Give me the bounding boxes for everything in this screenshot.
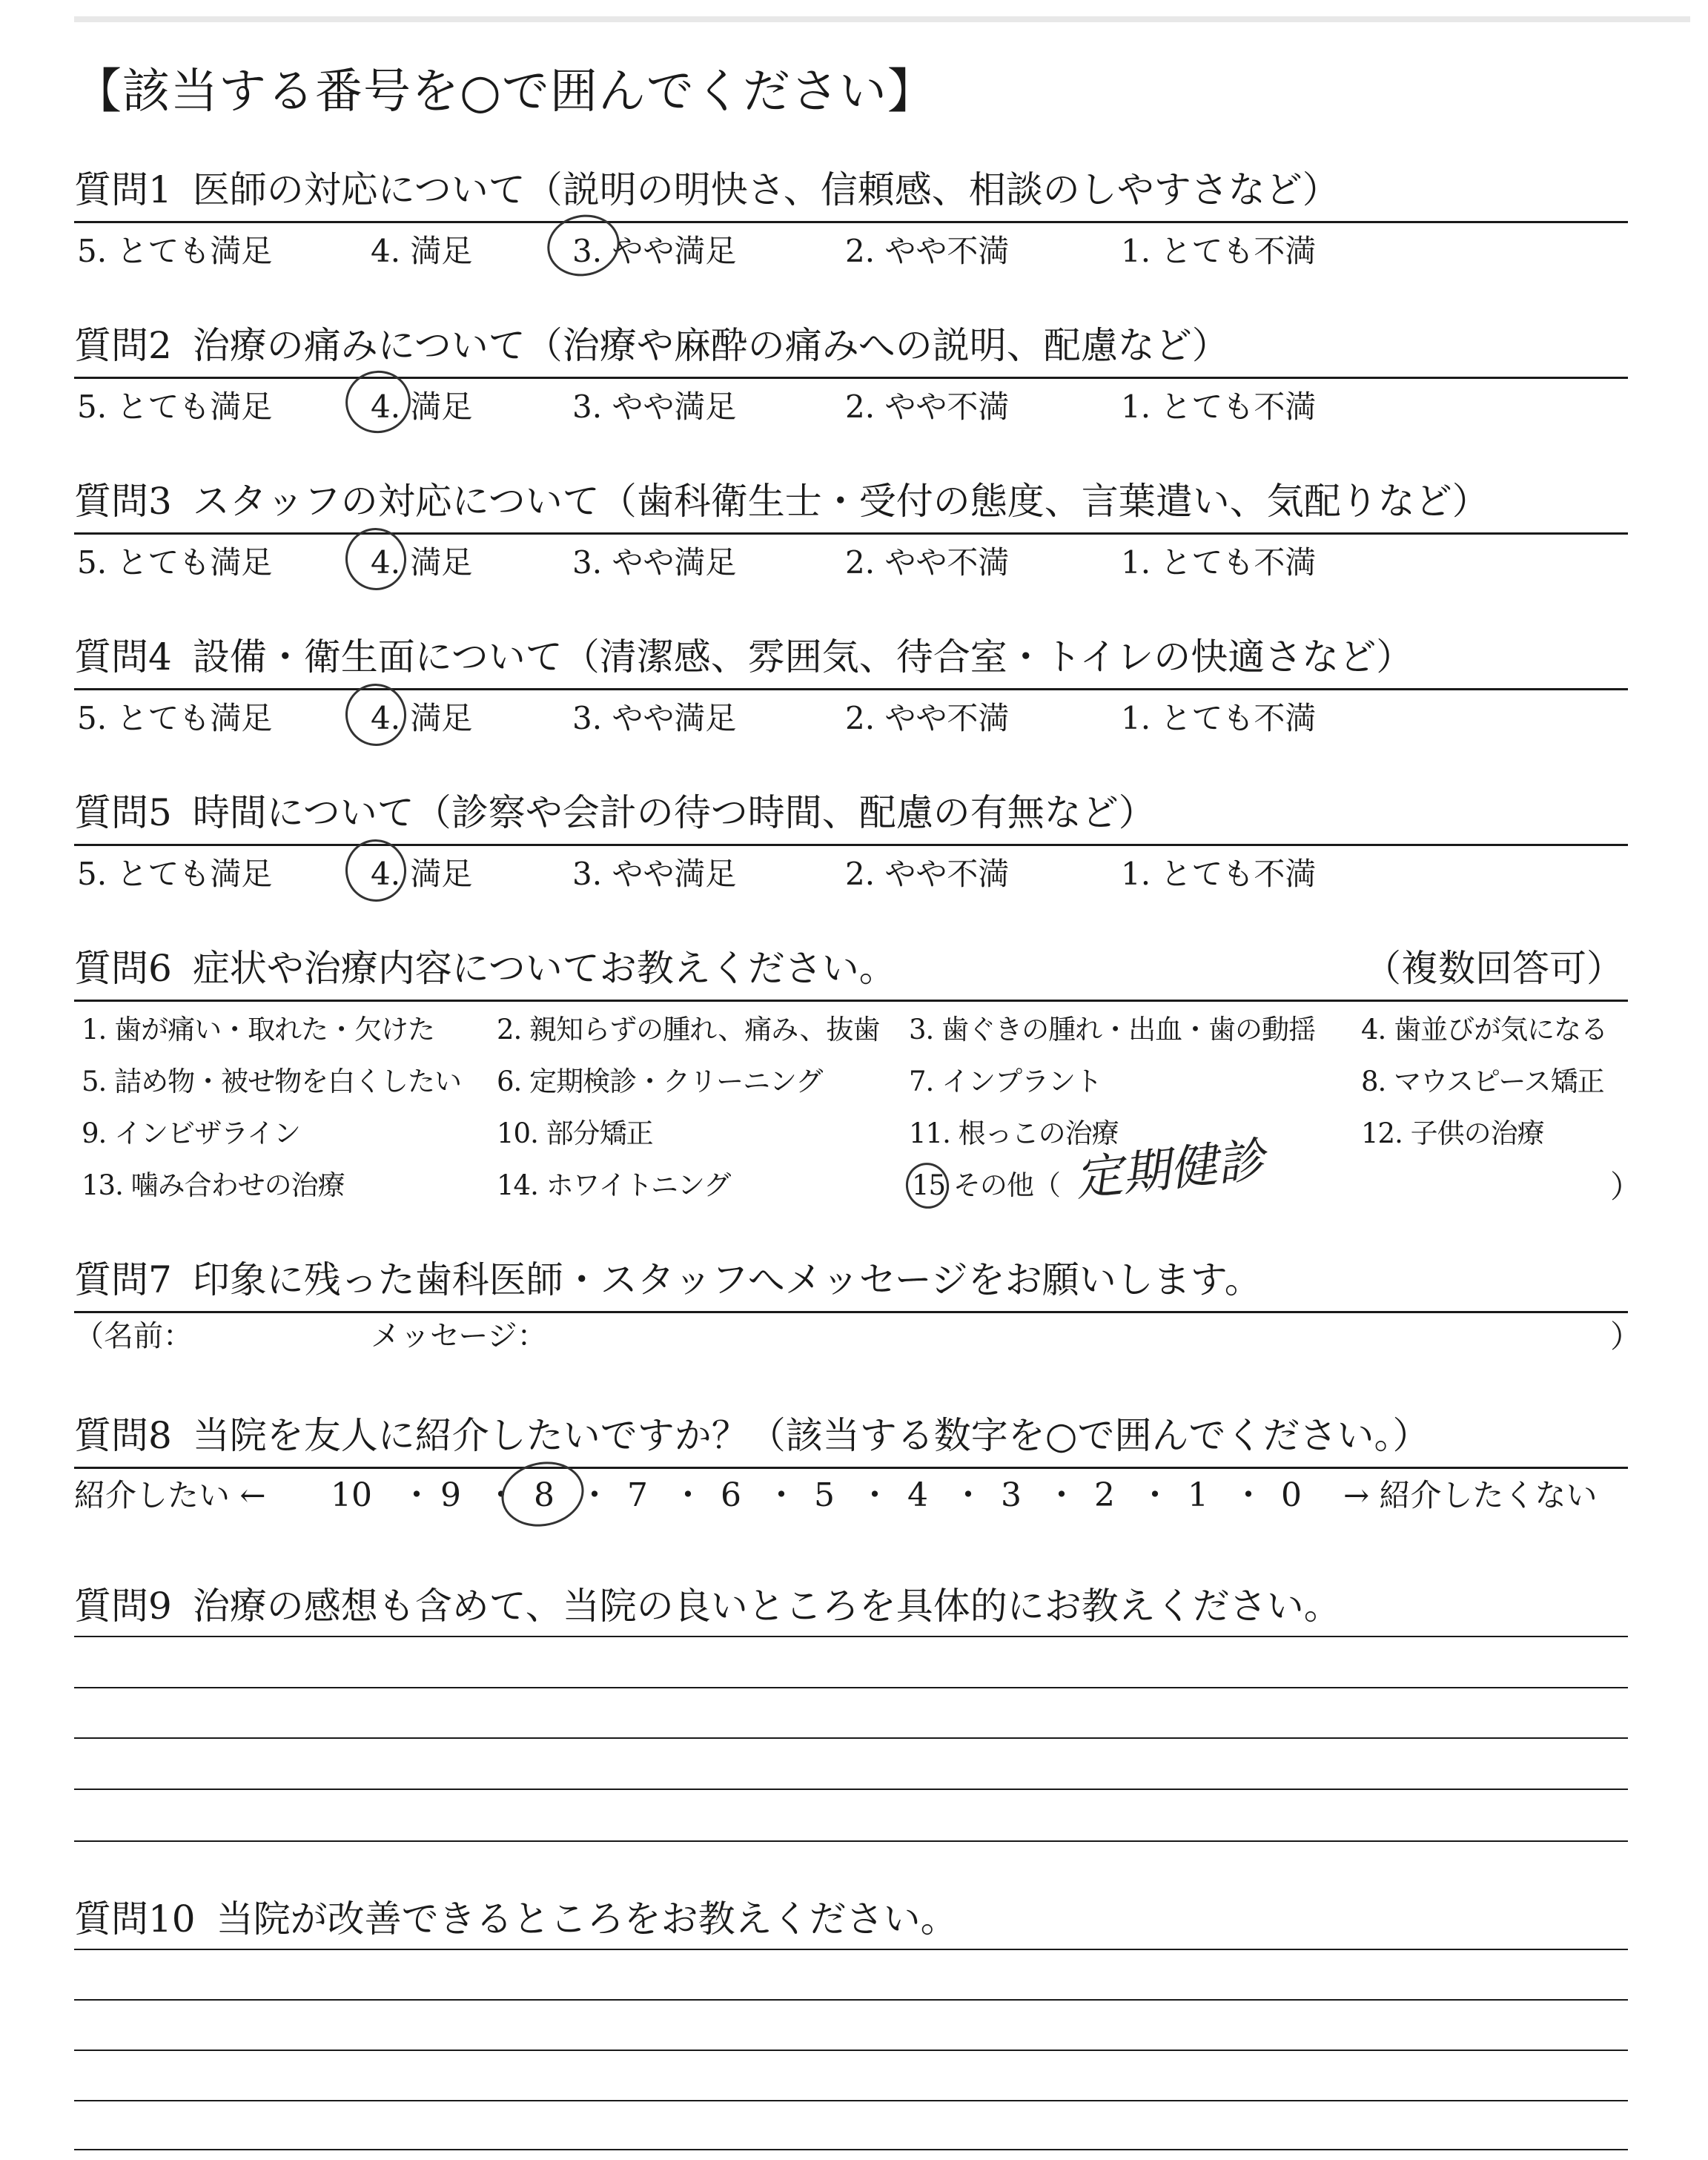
question-10-text: 当院が改善できるところをお教えください。 [216, 1898, 958, 1941]
question-10-number: 質問10 [74, 1898, 196, 1941]
q8-sep: ・ [578, 1476, 611, 1514]
q6-option-4[interactable]: 4. 歯並びが気になる [1361, 1014, 1608, 1046]
q10-answer-line [74, 2050, 1628, 2051]
q6-option-5[interactable]: 5. 詰め物・被せ物を白くしたい [82, 1066, 462, 1097]
q1-selection-circle [542, 208, 626, 283]
q1-option-1[interactable]: 1. とても不満 [1121, 233, 1317, 269]
question-6-rule [74, 1000, 1628, 1002]
question-6-number: 質問6 [74, 947, 172, 990]
q10-answer-line [74, 2100, 1628, 2101]
q6-option-6[interactable]: 6. 定期検診・クリーニング [497, 1066, 823, 1097]
question-1-rule [74, 221, 1628, 223]
question-9-header [74, 1585, 1341, 1628]
q8-sep: ・ [1139, 1476, 1171, 1514]
q6-option-1[interactable]: 1. 歯が痛い・取れた・欠けた [82, 1014, 435, 1046]
q8-score-10[interactable]: 10 [331, 1476, 372, 1514]
q4-option-5[interactable]: 5. とても満足 [77, 700, 273, 736]
q10-answer-line [74, 2149, 1628, 2150]
q8-score-8[interactable]: 8 [534, 1476, 555, 1514]
q6-option-9[interactable]: 9. インビザライン [82, 1117, 300, 1149]
q9-answer-line [74, 1789, 1628, 1790]
question-8-number: 質問8 [74, 1414, 172, 1457]
q8-sep: ・ [672, 1476, 704, 1514]
question-9-number: 質問9 [74, 1585, 172, 1628]
q8-score-0[interactable]: 0 [1281, 1476, 1302, 1514]
question-8-text: 当院を友人に紹介したいですか？（該当する数字を○で囲んでください。） [192, 1414, 1430, 1457]
question-1-number: 質問1 [74, 168, 172, 211]
q4-option-2[interactable]: 2. やや不満 [845, 700, 1010, 736]
q8-score-9[interactable]: 9 [440, 1476, 461, 1514]
question-3-number: 質問3 [74, 480, 172, 523]
q4-option-4[interactable]: 4. 満足 [371, 700, 473, 736]
q6-option-12[interactable]: 12. 子供の治療 [1361, 1117, 1544, 1149]
question-6-text: 症状や治療内容についてお教えください。 [192, 947, 896, 990]
q3-option-2[interactable]: 2. やや不満 [845, 544, 1010, 581]
q2-option-1[interactable]: 1. とても不満 [1121, 389, 1317, 425]
q2-selection-circle [340, 365, 417, 439]
q1-option-2[interactable]: 2. やや不満 [845, 233, 1010, 269]
q8-score-1[interactable]: 1 [1188, 1476, 1208, 1514]
q6-other-handwritten: 定期健診 [1072, 1132, 1268, 1208]
question-2-text: 治療の痛みについて（治療や麻酔の痛みへの説明、配慮など） [192, 324, 1229, 367]
question-4-number: 質問4 [74, 635, 172, 678]
question-5-rule [74, 844, 1628, 846]
q3-option-3[interactable]: 3. やや満足 [572, 544, 737, 581]
q7-message-label: メッセージ： [371, 1319, 547, 1353]
q6-option-13[interactable]: 13. 噛み合わせの治療 [82, 1169, 345, 1201]
q8-sep: ・ [952, 1476, 984, 1514]
q1-option-4[interactable]: 4. 満足 [371, 233, 473, 269]
q8-score-4[interactable]: 4 [907, 1476, 928, 1514]
q6-option-8[interactable]: 8. マウスピース矯正 [1361, 1066, 1604, 1097]
q10-answer-line [74, 1949, 1628, 1950]
q6-option-11[interactable]: 11. 根っこの治療 [909, 1117, 1119, 1149]
q2-option-5[interactable]: 5. とても満足 [77, 389, 273, 425]
q8-sep: ・ [765, 1476, 798, 1514]
q6-option-10[interactable]: 10. 部分矯正 [497, 1117, 653, 1149]
q9-answer-line [74, 1687, 1628, 1688]
q5-option-4[interactable]: 4. 満足 [371, 856, 473, 892]
question-7-header [74, 1258, 1262, 1301]
q3-option-1[interactable]: 1. とても不満 [1121, 544, 1317, 581]
question-4-rule [74, 688, 1628, 690]
q8-left-label: 紹介したい ← [74, 1477, 266, 1513]
q8-sep: ・ [858, 1476, 891, 1514]
q2-option-3[interactable]: 3. やや満足 [572, 389, 737, 425]
q9-answer-line [74, 1636, 1628, 1637]
question-3-text: スタッフの対応について（歯科衛生士・受付の態度、言葉遣い、気配りなど） [192, 480, 1489, 523]
q10-answer-line [74, 1999, 1628, 2001]
question-3-header [74, 480, 1489, 523]
q8-score-7[interactable]: 7 [627, 1476, 648, 1514]
question-5-number: 質問5 [74, 791, 172, 834]
q8-right-label: → 紹介したくない [1343, 1477, 1598, 1513]
q6-selection-circle [901, 1159, 953, 1213]
q5-option-1[interactable]: 1. とても不満 [1121, 856, 1317, 892]
question-7-number: 質問7 [74, 1258, 172, 1301]
question-8-header [74, 1414, 1430, 1457]
q2-option-4[interactable]: 4. 満足 [371, 389, 473, 425]
q1-option-3[interactable]: 3. やや満足 [572, 233, 737, 269]
q7-close-paren: ） [1610, 1318, 1642, 1355]
question-6-note: （複数回答可） [1364, 947, 1623, 990]
question-9-text: 治療の感想も含めて、当院の良いところを具体的にお教えください。 [192, 1585, 1341, 1628]
question-6-header [74, 947, 896, 990]
q9-answer-line [74, 1737, 1628, 1739]
q6-option-3[interactable]: 3. 歯ぐきの腫れ・出血・歯の動揺 [909, 1014, 1316, 1046]
question-2-rule [74, 377, 1628, 379]
q1-option-5[interactable]: 5. とても満足 [77, 233, 273, 269]
q8-sep: ・ [1045, 1476, 1078, 1514]
q3-option-5[interactable]: 5. とても満足 [77, 544, 273, 581]
q8-score-6[interactable]: 6 [721, 1476, 741, 1514]
q2-option-2[interactable]: 2. やや不満 [845, 389, 1010, 425]
q6-option-7[interactable]: 7. インプラント [909, 1066, 1102, 1097]
q4-option-1[interactable]: 1. とても不満 [1121, 700, 1317, 736]
question-7-text: 印象に残った歯科医師・スタッフへメッセージをお願いします。 [192, 1258, 1262, 1301]
q8-sep: ・ [485, 1476, 517, 1514]
q8-score-5[interactable]: 5 [814, 1476, 835, 1514]
question-1-header [74, 168, 1340, 211]
q9-answer-line [74, 1840, 1628, 1842]
question-2-header [74, 324, 1229, 367]
question-7-rule [74, 1311, 1628, 1313]
q8-sep: ・ [1232, 1476, 1265, 1514]
question-10-header [74, 1898, 958, 1941]
q5-option-2[interactable]: 2. やや不満 [845, 856, 1010, 892]
q6-option-15[interactable]: 15 その他（ [912, 1169, 1060, 1201]
scan-top-edge [74, 16, 1690, 22]
q6-option-14[interactable]: 14. ホワイトニング [497, 1169, 731, 1201]
q4-option-3[interactable]: 3. やや満足 [572, 700, 737, 736]
q6-option-2[interactable]: 2. 親知らずの腫れ、痛み、抜歯 [497, 1014, 880, 1046]
q8-score-2[interactable]: 2 [1094, 1476, 1115, 1514]
question-8-rule [74, 1467, 1628, 1469]
q3-option-4[interactable]: 4. 満足 [371, 544, 473, 581]
q8-sep: ・ [400, 1476, 433, 1514]
question-5-text: 時間について（診察や会計の待つ時間、配慮の有無など） [192, 791, 1156, 834]
q6-close-paren: ） [1610, 1169, 1642, 1205]
q5-option-3[interactable]: 3. やや満足 [572, 856, 737, 892]
q8-score-3[interactable]: 3 [1001, 1476, 1022, 1514]
question-4-header [74, 635, 1414, 678]
question-3-rule [74, 532, 1628, 535]
q5-option-5[interactable]: 5. とても満足 [77, 856, 273, 892]
form-title: 【該当する番号を○で囲んでください】 [74, 65, 936, 119]
question-5-header [74, 791, 1156, 834]
question-1-text: 医師の対応について（説明の明快さ、信頼感、相談のしやすさなど） [192, 168, 1340, 211]
question-4-text: 設備・衛生面について（清潔感、雰囲気、待合室・トイレの快適さなど） [192, 635, 1414, 678]
question-2-number: 質問2 [74, 324, 172, 367]
q7-name-label: （名前： [74, 1319, 193, 1353]
